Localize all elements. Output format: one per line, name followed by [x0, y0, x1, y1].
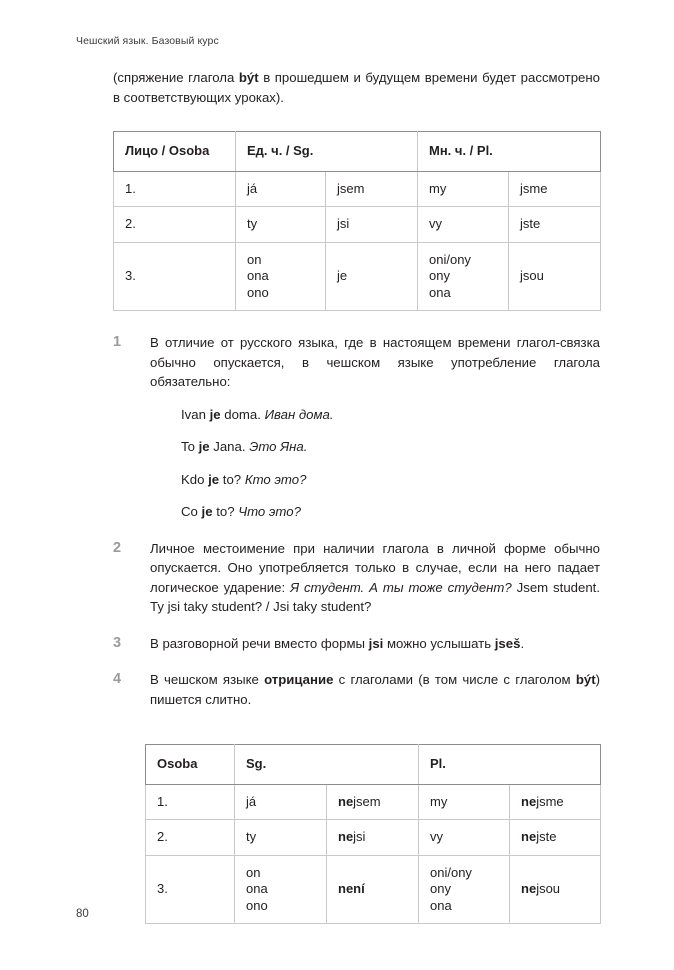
- neg-prefix: ne: [521, 881, 537, 896]
- list-item: Kdo je to? Кто это?: [181, 471, 307, 487]
- cell-pl-pronoun: oni/ony ony ona: [418, 242, 509, 311]
- cell-person: 3.: [146, 855, 235, 924]
- cell-sg-verb: [327, 855, 419, 924]
- examples-list: [150, 405, 600, 522]
- cell-pl-verb: jsou: [509, 242, 601, 311]
- cell-sg-pronoun: já: [236, 171, 326, 207]
- cell-sg-verb: [327, 784, 419, 820]
- table-header-row: [114, 132, 601, 172]
- header-person: Osoba: [146, 745, 235, 785]
- list-item-number: 4: [113, 671, 122, 687]
- cell-pl-verb: [510, 820, 601, 856]
- negative-conjugation-table: [145, 744, 601, 924]
- header-person: Лицо / Osoba: [114, 132, 236, 172]
- cell-pl-pronoun: vy: [419, 820, 510, 856]
- cell-sg-pronoun: on ona ono: [235, 855, 327, 924]
- affirmative-conjugation-table: [113, 131, 601, 311]
- list-item: [113, 670, 600, 709]
- cell-sg-verb: [327, 820, 419, 856]
- intro-before: (спряжение глагола: [113, 70, 239, 85]
- neg-prefix: ne: [338, 829, 354, 844]
- neg-prefix: ne: [338, 793, 354, 809]
- cell-person: 1.: [114, 171, 236, 207]
- cell-sg-verb: jsem: [326, 171, 418, 207]
- page-content: [113, 68, 600, 924]
- table-row: [114, 207, 601, 243]
- table-row: [146, 784, 601, 820]
- cell-pl-pronoun: my: [419, 784, 510, 820]
- note-text: Личное местоимение при наличии глагола в личной форме обычно опускается. Оно употребляется только в случае, если на него падает логическое ударение: Я студент. А ты тоже студент? Jsem student. Ty jsi taky student? / Jsi taky student?: [150, 540, 600, 614]
- cell-sg-pronoun: ty: [235, 820, 327, 856]
- running-head: Чешский язык. Базовый курс: [76, 35, 219, 47]
- cell-pl-verb: jsme: [509, 171, 601, 207]
- note-text: В отличие от русского языка, где в настоящем времени глагол-связка обычно опускается, в чешском языке употребление глагола обязательно:: [150, 335, 600, 389]
- note-text: В чешском языке отрицание с глаголами (в том числе с глаголом být) пишется слитно.: [150, 672, 600, 707]
- cell-sg-pronoun: on ona ono: [236, 242, 326, 311]
- page-number: 80: [76, 908, 89, 920]
- cell-person: 2.: [114, 207, 236, 243]
- list-item-number: 3: [113, 634, 122, 651]
- cell-pl-verb: [510, 855, 601, 924]
- cell-pl-pronoun: oni/ony ony ona: [419, 855, 510, 924]
- neg-prefix: ne: [521, 793, 537, 809]
- cell-pl-pronoun: vy: [418, 207, 509, 243]
- list-item-number: 1: [113, 334, 122, 350]
- neg-prefix: ne: [521, 829, 537, 844]
- header-singular: Ед. ч. / Sg.: [236, 132, 418, 172]
- list-item-number: 2: [113, 539, 122, 556]
- header-plural: Мн. ч. / Pl.: [418, 132, 601, 172]
- header-plural: Pl.: [419, 745, 601, 785]
- cell-sg-verb: je: [326, 242, 418, 311]
- neg-rest: jsi: [353, 829, 366, 844]
- neg-rest: jste: [536, 829, 557, 844]
- table-row: [146, 820, 601, 856]
- intro-after: в прошедшем и будущем времени будет рассмотрено в соответствующих уроках).: [113, 70, 600, 105]
- cell-person: 1.: [146, 784, 235, 820]
- list-item: [113, 333, 600, 522]
- neg-rest: jsme: [536, 793, 564, 809]
- intro-bold-byt: být: [238, 70, 259, 85]
- table-row: [146, 855, 601, 924]
- list-item: Ivan je doma. Иван дома.: [181, 406, 334, 422]
- list-item: [113, 539, 600, 617]
- list-item: Co je to? Что это?: [181, 504, 301, 519]
- cell-sg-verb: jsi: [326, 207, 418, 243]
- table-row: [114, 242, 601, 311]
- table-row: [114, 171, 601, 207]
- cell-pl-verb: [510, 784, 601, 820]
- notes-list: [113, 333, 600, 709]
- cell-pl-verb: jste: [509, 207, 601, 243]
- note-text: В разговорной речи вместо формы jsi можно услышать jseš.: [150, 635, 525, 651]
- list-item: To je Jana. Это Яна.: [181, 439, 308, 454]
- neg-rest: jsou: [536, 881, 561, 896]
- cell-sg-pronoun: já: [235, 784, 327, 820]
- neg-rest: jsem: [353, 793, 381, 809]
- cell-pl-pronoun: my: [418, 171, 509, 207]
- cell-person: 2.: [146, 820, 235, 856]
- cell-sg-pronoun: ty: [236, 207, 326, 243]
- cell-person: 3.: [114, 242, 236, 311]
- table-header-row: [146, 745, 601, 785]
- neg-prefix: není: [338, 881, 365, 896]
- list-item: [113, 634, 600, 654]
- header-singular: Sg.: [235, 745, 419, 785]
- intro-paragraph: [113, 68, 600, 107]
